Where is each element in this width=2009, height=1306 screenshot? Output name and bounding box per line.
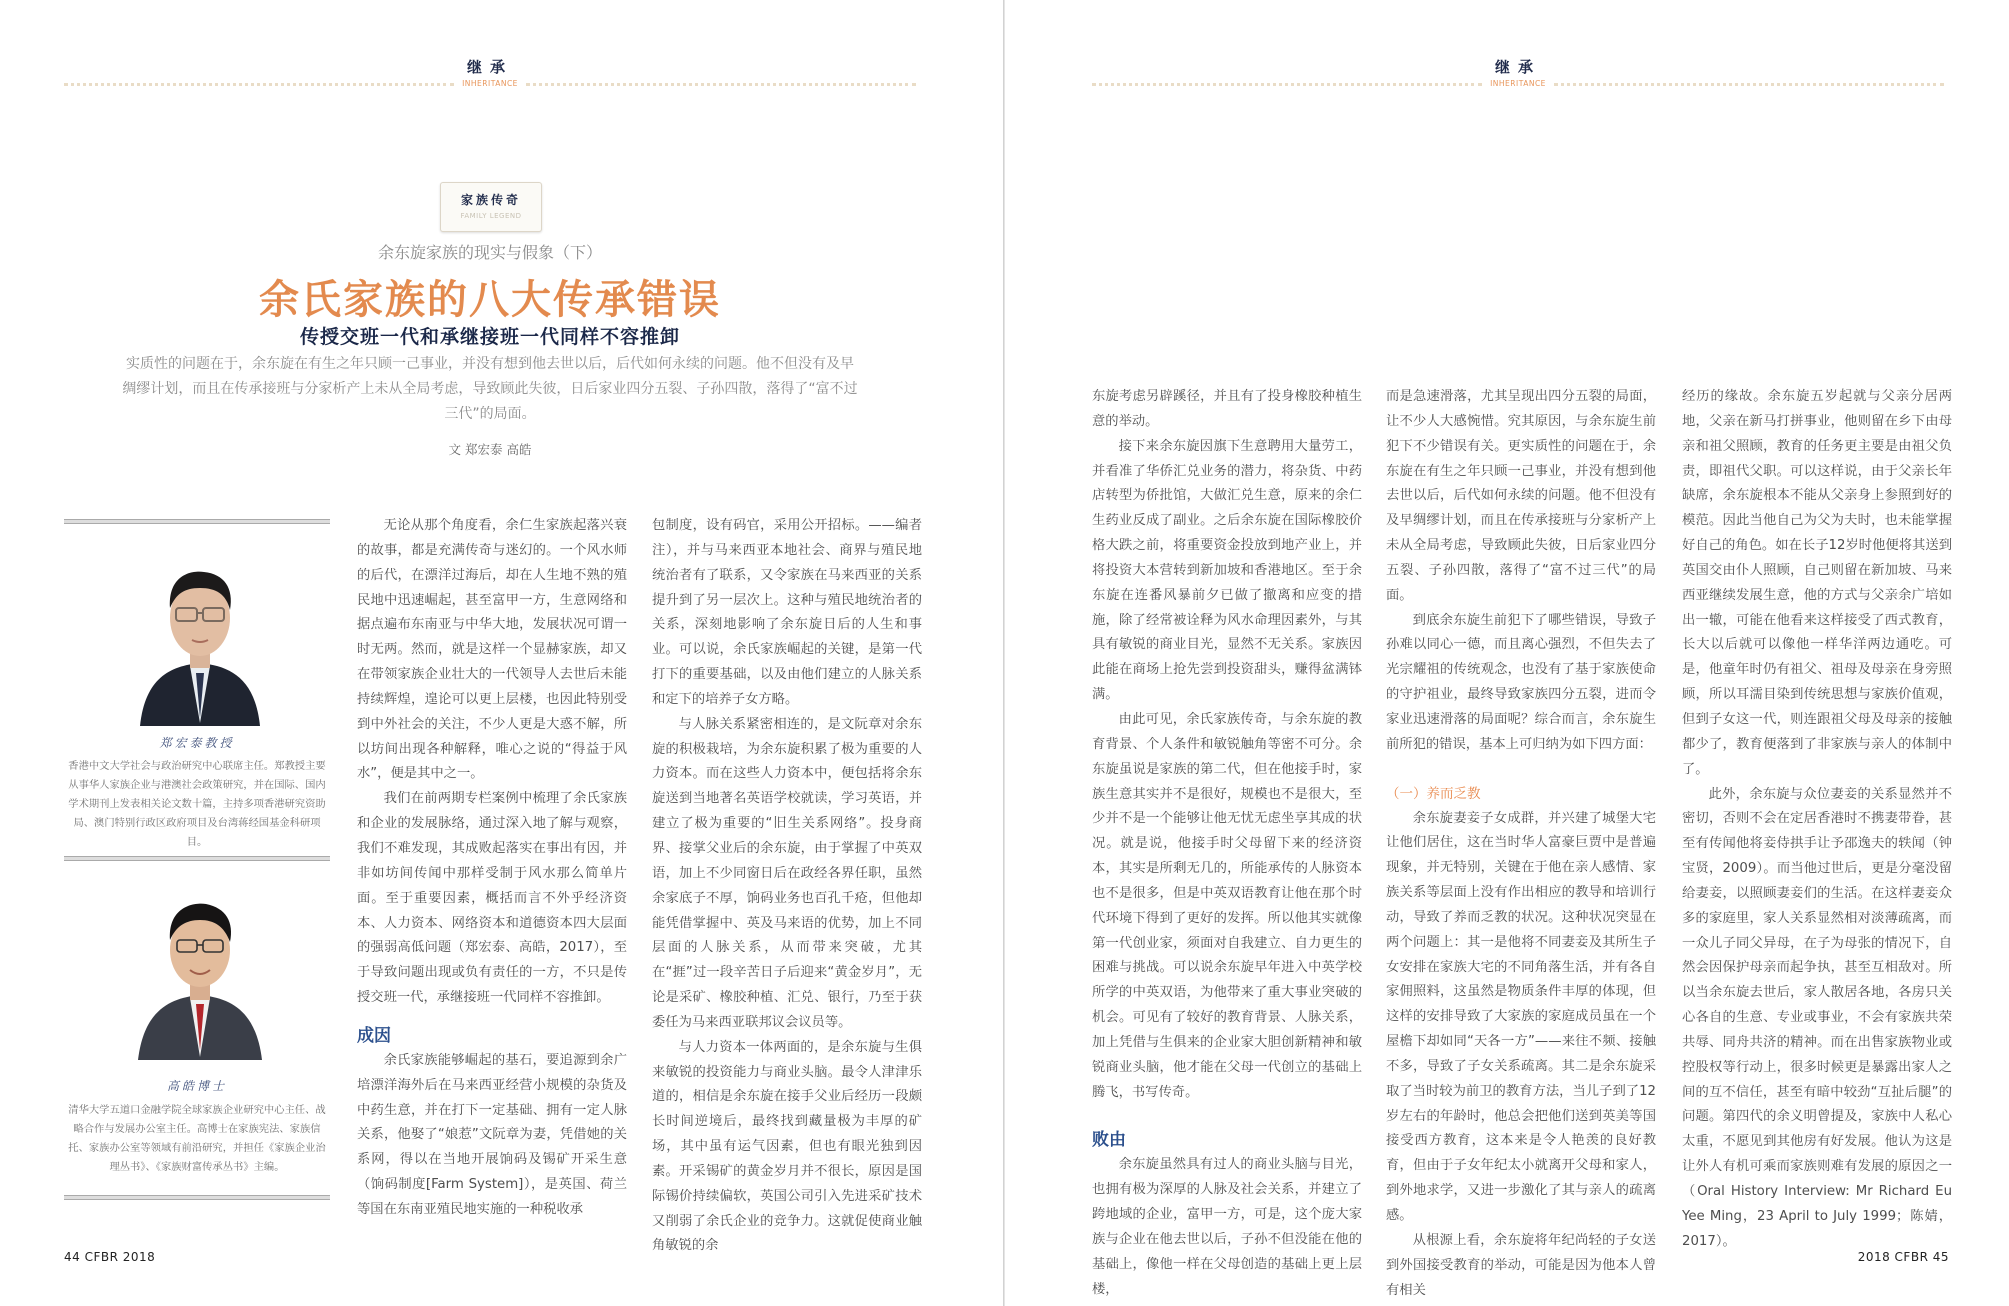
author-name: 高皓博士: [166, 1079, 227, 1093]
paragraph-continued: 东旋考虑另辟蹊径，并且有了投身橡胶种植生意的举动。: [1092, 389, 1362, 429]
subsection-heading: （一）养而乏教: [1386, 785, 1481, 802]
paragraph: 余氏家族能够崛起的基石，要追源到余广培漂洋海外后在马来西亚经营小规模的杂货及中药生意，并在打下一定基础、拥有一定人脉关系，他娶了“娘惹”文阮章为妻，凭借她的关系网，得以在当地开展饷码及锡矿开采生意（饷码制度[Farm System]），是英国、荷兰等国在东南亚殖民地实施的一种税收承: [357, 1052, 627, 1217]
paragraph: 余东旋虽然具有过人的商业头脑与目光，也拥有极为深厚的人脉及社会关系，并建立了跨地域的企业，富甲一方，可是，这个庞大家族与企业在他去世以后，子孙不但没能在他的基础上，像他一样在父母创造的基础上更上层楼，: [1092, 1157, 1362, 1297]
article-kicker: 余东旋家族的现实与假象（下）: [377, 243, 602, 262]
body-column: [1682, 385, 1952, 1255]
page-gutter: [1003, 0, 1005, 1306]
paragraph: 从根源上看，余东旋将年纪尚轻的子女送到外国接受教育的举动，可能是因为他本人曾有相关: [1386, 1232, 1656, 1298]
paragraph: 我们在前两期专栏案例中梳理了余氏家族和企业的发展脉络，通过深入地了解与观察，我们不难发现，其成败起落实在事出有因，并非如坊间传闻中那样受制于风水那么简单片面。至于重要因素，概括而言不外乎经济资本、人力资本、网络资本和道德资本四大层面的强弱高低问题（郑宏泰、高皓，2017），至于导致问题出现或负有责任的一方，不只是传授交班一代，承继接班一代同样不容推卸。: [357, 791, 627, 1006]
running-header-left: [64, 56, 916, 96]
sidebar-rule: [64, 856, 330, 861]
article-subtitle: 传授交班一代和承继接班一代同样不容推卸: [299, 326, 680, 348]
sidebar-rule: [64, 1195, 330, 1200]
body-column: [652, 514, 922, 1259]
article-title: 余氏家族的八大传承错误: [259, 277, 721, 323]
section-subtitle: INHERITANCE: [462, 79, 518, 88]
body-column: [1092, 385, 1362, 1303]
author-bio: 香港中文大学社会与政治研究中心联席主任。郑教授主要从事华人家族企业与港澳社会政策研究，并在国际、国内学术期刊上发表相关论文数十篇，主持多项香港研究资助局、澳门特别行政区政府项目及台湾蒋经国基金科研项目。: [68, 760, 326, 848]
paragraph: 接下来余东旋因旗下生意聘用大量劳工，并看准了华侨汇兑业务的潜力，将杂货、中药店转型为侨批馆，大做汇兑生意，原来的余仁生药业反成了副业。之后余东旋在国际橡胶价格大跌之前，将重要资金投放到地产业上，并将投资大本营转到新加坡和香港地区。至于余东旋在连番风暴前夕已做了撤离和应变的措施，除了经常被诠释为风水命理因素外，与其具有敏锐的商业目光，显然不无关系。家族因此能在商场上抢先尝到投资甜头，赚得盆满钵满。: [1092, 438, 1362, 703]
paragraph-continued: 包制度，设有码官，采用公开招标。——编者注），并与马来西亚本地社会、商界与殖民地统治者有了联系，又令家族在马来西亚的关系提升到了另一层次上。这种与殖民地统治者的关系，深刻地影响了余东旋日后的人生和事业。可以说，余氏家族崛起的关键，是第一代打下的重要基础，以及由他们建立的人脉关系和定下的培养子女方略。: [652, 518, 922, 707]
paragraph: 无论从那个角度看，余仁生家族起落兴衰的故事，都是充满传奇与迷幻的。一个风水师的后代，在漂洋过海后，却在人生地不熟的殖民地中迅速崛起，甚至富甲一方，生意网络和据点遍布东南亚与中华大地，发展状况可谓一时无两。然而，就是这样一个显赫家族，却又在带领家族企业壮大的一代领导人去世后未能持续辉煌，遑论可以更上层楼，也因此特别受到中外社会的关注，不少人更是大惑不解，所以坊间出现各种解释，唯心之说的“得益于风水”，便是其中之一。: [357, 518, 627, 782]
running-header-right: [1092, 56, 1944, 96]
badge-cn: 家族传奇: [460, 193, 521, 207]
page-number-right: 2018 CFBR 45: [1857, 1250, 1949, 1264]
sidebar-rule: [64, 519, 330, 524]
column-badge: [440, 182, 542, 232]
paragraph: 与人脉关系紧密相连的，是文阮章对余东旋的积极栽培，为余东旋积累了极为重要的人力资本。而在这些人力资本中，便包括将余东旋送到当地著名英语学校就读，学习英语，并建立了极为重要的“旧生关系网络”。投身商界、接掌父业后的余东旋，由于掌握了中英双语，加上不少同窗日后在政经各界任职，虽然余家底子不厚，饷码业务也百孔千疮，但他却能凭借掌握中、英及马来语的优势，加上不同层面的人脉关系，从而带来突破，尤其在“捱”过一段辛苦日子后迎来“黄金岁月”，无论是采矿、橡胶种植、汇兑、银行，乃至于获委任为马来西亚联邦议会议员等。: [652, 716, 922, 1030]
author-bio: 清华大学五道口金融学院全球家族企业研究中心主任、战略合作与发展办公室主任。高博士在家族宪法、家族信托、家族办公室等领域有前沿研究，并担任《家族企业治理丛书》、《家族财富传承丛书》主编。: [68, 1104, 326, 1173]
section-title: 继承: [466, 58, 513, 76]
body-column: [357, 514, 627, 1223]
section-title: 继承: [1494, 58, 1541, 76]
paragraph: 由此可见，余氏家族传奇，与余东旋的教育背景、个人条件和敏锐触角等密不可分。余东旋虽说是家族的第二代，但在他接手时，家族生意其实并不是很好，规模也不是很大，至少并不是一个能够让他无忧无虑坐享其成的状况。就是说，他接手时父母留下来的经济资本，其实是所剩无几的，所能承传的人脉资本也不是很多，但是中英双语教育让他在那个时代环境下得到了更好的发挥。所以他其实就像第一代创业家，须面对自我建立、自力更生的困难与挑战。可以说余东旋早年进入中英学校所学的中英双语，为他带来了重大事业突破的机会。可见有了较好的教育背景、人脉关系，加上凭借与生俱来的企业家大胆创新精神和敏锐商业头脑，他才能在父母一代创立的基础上腾飞，书写传奇。: [1092, 711, 1362, 1100]
author-name: 郑宏泰教授: [159, 736, 235, 750]
article-byline: 文 郑宏泰 高皓: [448, 442, 532, 457]
author-portrait-zheng: [120, 548, 280, 728]
badge-en: FAMILY LEGEND: [460, 212, 522, 220]
paragraph: 余东旋妻妾子女成群，并兴建了城堡大宅让他们居住，这在当时华人富豪巨贾中是普遍现象，并无特别，关键在于他在亲人感情、家族关系等层面上没有作出相应的教导和培训行动，导致了养而乏教的状况。这种状况突显在两个问题上：其一是他将不同妻妾及其所生子女安排在家族大宅的不同角落生活，并有各自家佣照料，这虽然是物质条件丰厚的体现，但这样的安排导致了大家族的家庭成员虽在一个屋檐下却如同“天各一方”——来往不频、接触不多，导致了子女关系疏离。其二是余东旋采取了当时较为前卫的教育方法，当儿子到了12岁左右的年龄时，他总会把他们送到英美等国接受西方教育，这本来是令人艳羡的良好教育，但由于子女年纪太小就离开父母和家人，到外地求学，又进一步激化了其与亲人的疏离感。: [1386, 810, 1656, 1223]
body-column: [1386, 385, 1656, 1303]
page-number-left: 44 CFBR 2018: [64, 1250, 156, 1264]
author-portrait-gao: [120, 882, 280, 1062]
paragraph: 此外，余东旋与众位妻妾的关系显然并不密切，否则不会在定居香港时不携妻带眷，甚至有传闻他将妾侍拱手让予邵逸夫的轶闻（钟宝贤，2009）。而当他过世后，更是分毫没留给妻妾，以照顾妻妾们的生活。在这样妻妾众多的家庭里，家人关系显然相对淡薄疏离，而一众儿子同父异母，在子为母张的情况下，自然会因保护母亲而起争执，甚至互相敌对。所以当余东旋去世后，家人散居各地，各房只关心各自的生意、专业或事业，不会有家族共荣共辱、同舟共济的精神。而在出售家族物业或控股权等行动上，很多时候更是暴露出家人之间的互不信任，甚至有暗中较劲“互扯后腿”的问题。第四代的余义明曾提及，家族中人私心太重，不愿见到其他房有好发展。他认为这是让外人有机可乘而家族则难有发展的原因之一（Oral History Interview: Mr Richard Eu Yee Ming，23 April to July 1999；陈婧，2017）。: [1682, 786, 1952, 1249]
article-abstract: 实质性的问题在于，余东旋在有生之年只顾一己事业，并没有想到他去世以后，后代如何永续的问题。他不但没有及早绸缪计划，而且在传承接班与分家析产上未从全局考虑，导致顾此失彼，日后家业四分五裂、子孙四散，落得了“富不过三代”的局面。: [122, 356, 858, 422]
section-subtitle: INHERITANCE: [1490, 79, 1546, 88]
paragraph-continued: 经历的缘故。余东旋五岁起就与父亲分居两地，父亲在新马打拼事业，他则留在乡下由母亲和祖父照顾，教育的任务更主要是由祖父负责，即祖代父职。可以这样说，由于父亲长年缺席，余东旋根本不能从父亲身上参照到好的模范。因此当他自己为父为夫时，也未能掌握好自己的角色。如在长子12岁时他便将其送到英国交由仆人照顾，自己则留在新加坡、马来西亚继续发展生意，他的方式与父亲余广培如出一辙，可能在他看来这样接受了西式教育，长大以后就可以像他一样华洋两边通吃。可是，他童年时仍有祖父、祖母及母亲在身旁照顾，所以耳濡目染到传统思想与家族价值观，但到子女这一代，则连跟祖父母及母亲的接触都少了，教育便落到了非家族与亲人的体制中了。: [1682, 389, 1952, 777]
paragraph: 到底余东旋生前犯下了哪些错误，导致子孙难以同心一德，而且离心强烈，不但失去了光宗耀祖的传统观念，也没有了基于家族使命的守护祖业，最终导致家族四分五裂，进而令家业迅速滑落的局面呢？综合而言，余东旋生前所犯的错误，基本上可归纳为如下四方面：: [1386, 612, 1656, 752]
paragraph-continued: 而是急速滑落，尤其呈现出四分五裂的局面，让不少人大感惋惜。究其原因，与余东旋生前犯下不少错误有关。更实质性的问题在于，余东旋在有生之年只顾一己事业，并没有想到他去世以后，后代如何永续的问题。他不但没有及早绸缪计划，而且在传承接班与分家析产上未从全局考虑，导致顾此失彼，日后家业四分五裂、子孙四散，落得了“富不过三代”的局面。: [1386, 389, 1656, 603]
paragraph: 与人力资本一体两面的，是余东旋与生俱来敏锐的投资能力与商业头脑。最令人津津乐道的，相信是余东旋在接手父业后经历一段颇长时间逆境后，最终找到藏量极为丰厚的矿场，其中虽有运气因素，但也有眼光独到因素。开采锡矿的黄金岁月并不很长，原因是国际锡价持续偏软，英国公司引入先进采矿技术又削弱了余氏企业的竞争力。这就促使商业触角敏锐的余: [652, 1039, 922, 1254]
section-heading: 成因: [357, 1025, 391, 1046]
section-heading: 败由: [1092, 1130, 1126, 1151]
